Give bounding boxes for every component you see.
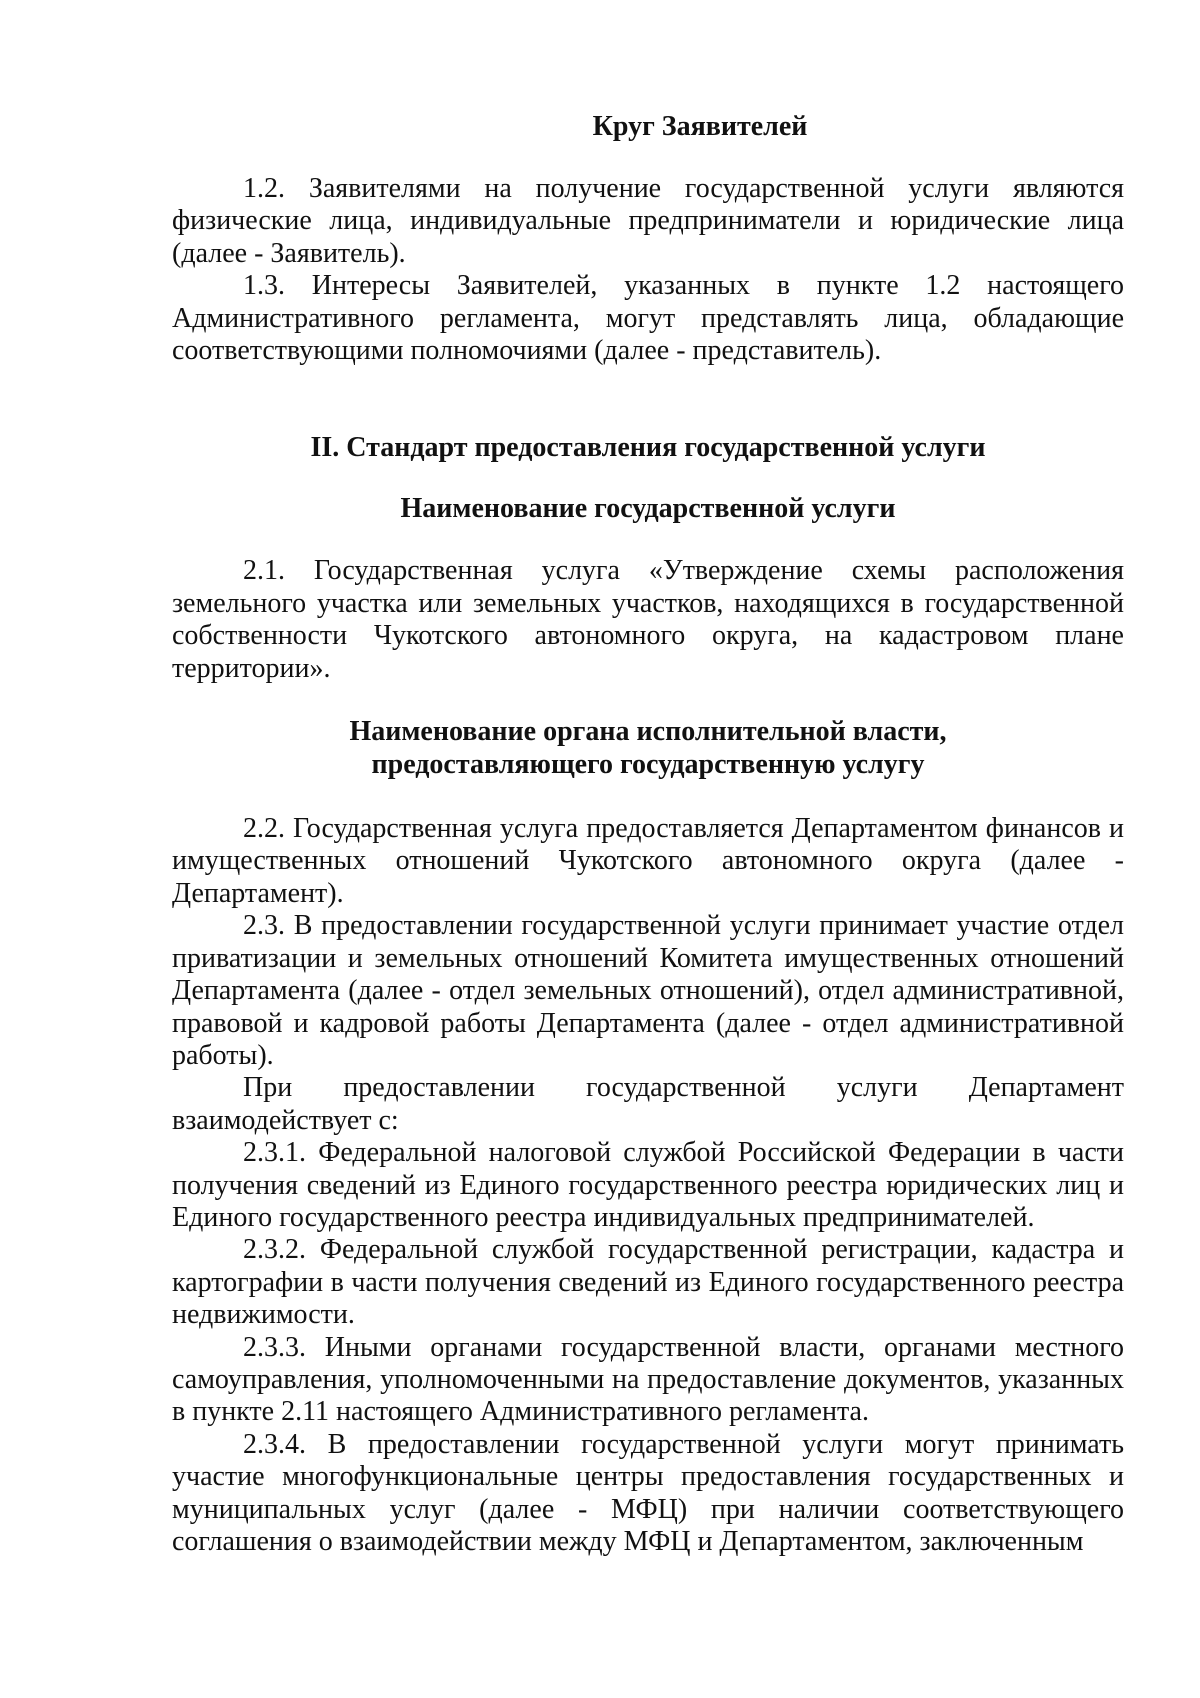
spacer [172, 781, 1124, 813]
heading-section-2: II. Стандарт предоставления государственной услуги [310, 432, 986, 464]
heading-executive-organ-line-1: Наименование органа исполнительной власти, [349, 716, 947, 748]
paragraph-interaction: При предоставлении государственной услуги Департамент взаимодействует с: [172, 1072, 1124, 1136]
spacer [172, 143, 1124, 173]
paragraph-2-3-3: 2.3.3. Иными органами государственной власти, органами местного самоуправления, уполномоченными на предоставление документов, указанных в пункте 2.11 настоящего Административного регламента. [172, 1331, 1124, 1428]
spacer [172, 685, 1124, 715]
heading-applicants: Круг Заявителей [592, 111, 808, 142]
document-page [172, 110, 1124, 1558]
paragraph-2-2: 2.2. Государственная услуга предоставляется Департаментом финансов и имущественных отношений Чукотского автономного округа (далее - Департамент). [172, 813, 1124, 909]
heading-executive-organ-line-2: предоставляющего государственную услугу [371, 749, 925, 781]
paragraph-1-2: 1.2. Заявителями на получение государственной услуги являются физические лица, индивидуальные предприниматели и юридические лица (далее - Заявитель). [172, 173, 1124, 269]
spacer [172, 464, 1124, 492]
paragraph-2-3-4: 2.3.4. В предоставлении государственной услуги могут принимать участие многофункциональные центры предоставления государственных и муниципальных услуг (далее - МФЦ) при наличии соответствующего соглашения о взаимодействии между МФЦ и Департаментом, заключенным [172, 1428, 1124, 1557]
paragraph-2-3: 2.3. В предоставлении государственной услуги принимает участие отдел приватизации и земельных отношений Комитета имущественных отношений Департамента (далее - отдел земельных отношений), отдел административной, правовой и кадровой работы Департамента (далее - отдел административной работы). [172, 910, 1124, 1071]
paragraph-2-1: 2.1. Государственная услуга «Утверждение схемы расположения земельного участка или земельных участков, находящихся в государственной собственности Чукотского автономного округа, на кадастровом плане территории». [172, 555, 1124, 684]
paragraph-1-3: 1.3. Интересы Заявителей, указанных в пункте 1.2 настоящего Административного регламента, могут представлять лица, обладающие соответствующими полномочиями (далее - представитель). [172, 270, 1124, 367]
spacer [172, 367, 1124, 431]
paragraph-2-3-1: 2.3.1. Федеральной налоговой службой Российской Федерации в части получения сведений из Единого государственного реестра юридических лиц и Единого государственного реестра индивидуальных предпринимателей. [172, 1137, 1124, 1233]
heading-service-name: Наименование государственной услуги [400, 493, 896, 525]
spacer [172, 525, 1124, 555]
paragraph-2-3-2: 2.3.2. Федеральной службой государственной регистрации, кадастра и картографии в части получения сведений из Единого государственного реестра недвижимости. [172, 1234, 1124, 1331]
heading-executive-organ [172, 715, 1124, 781]
